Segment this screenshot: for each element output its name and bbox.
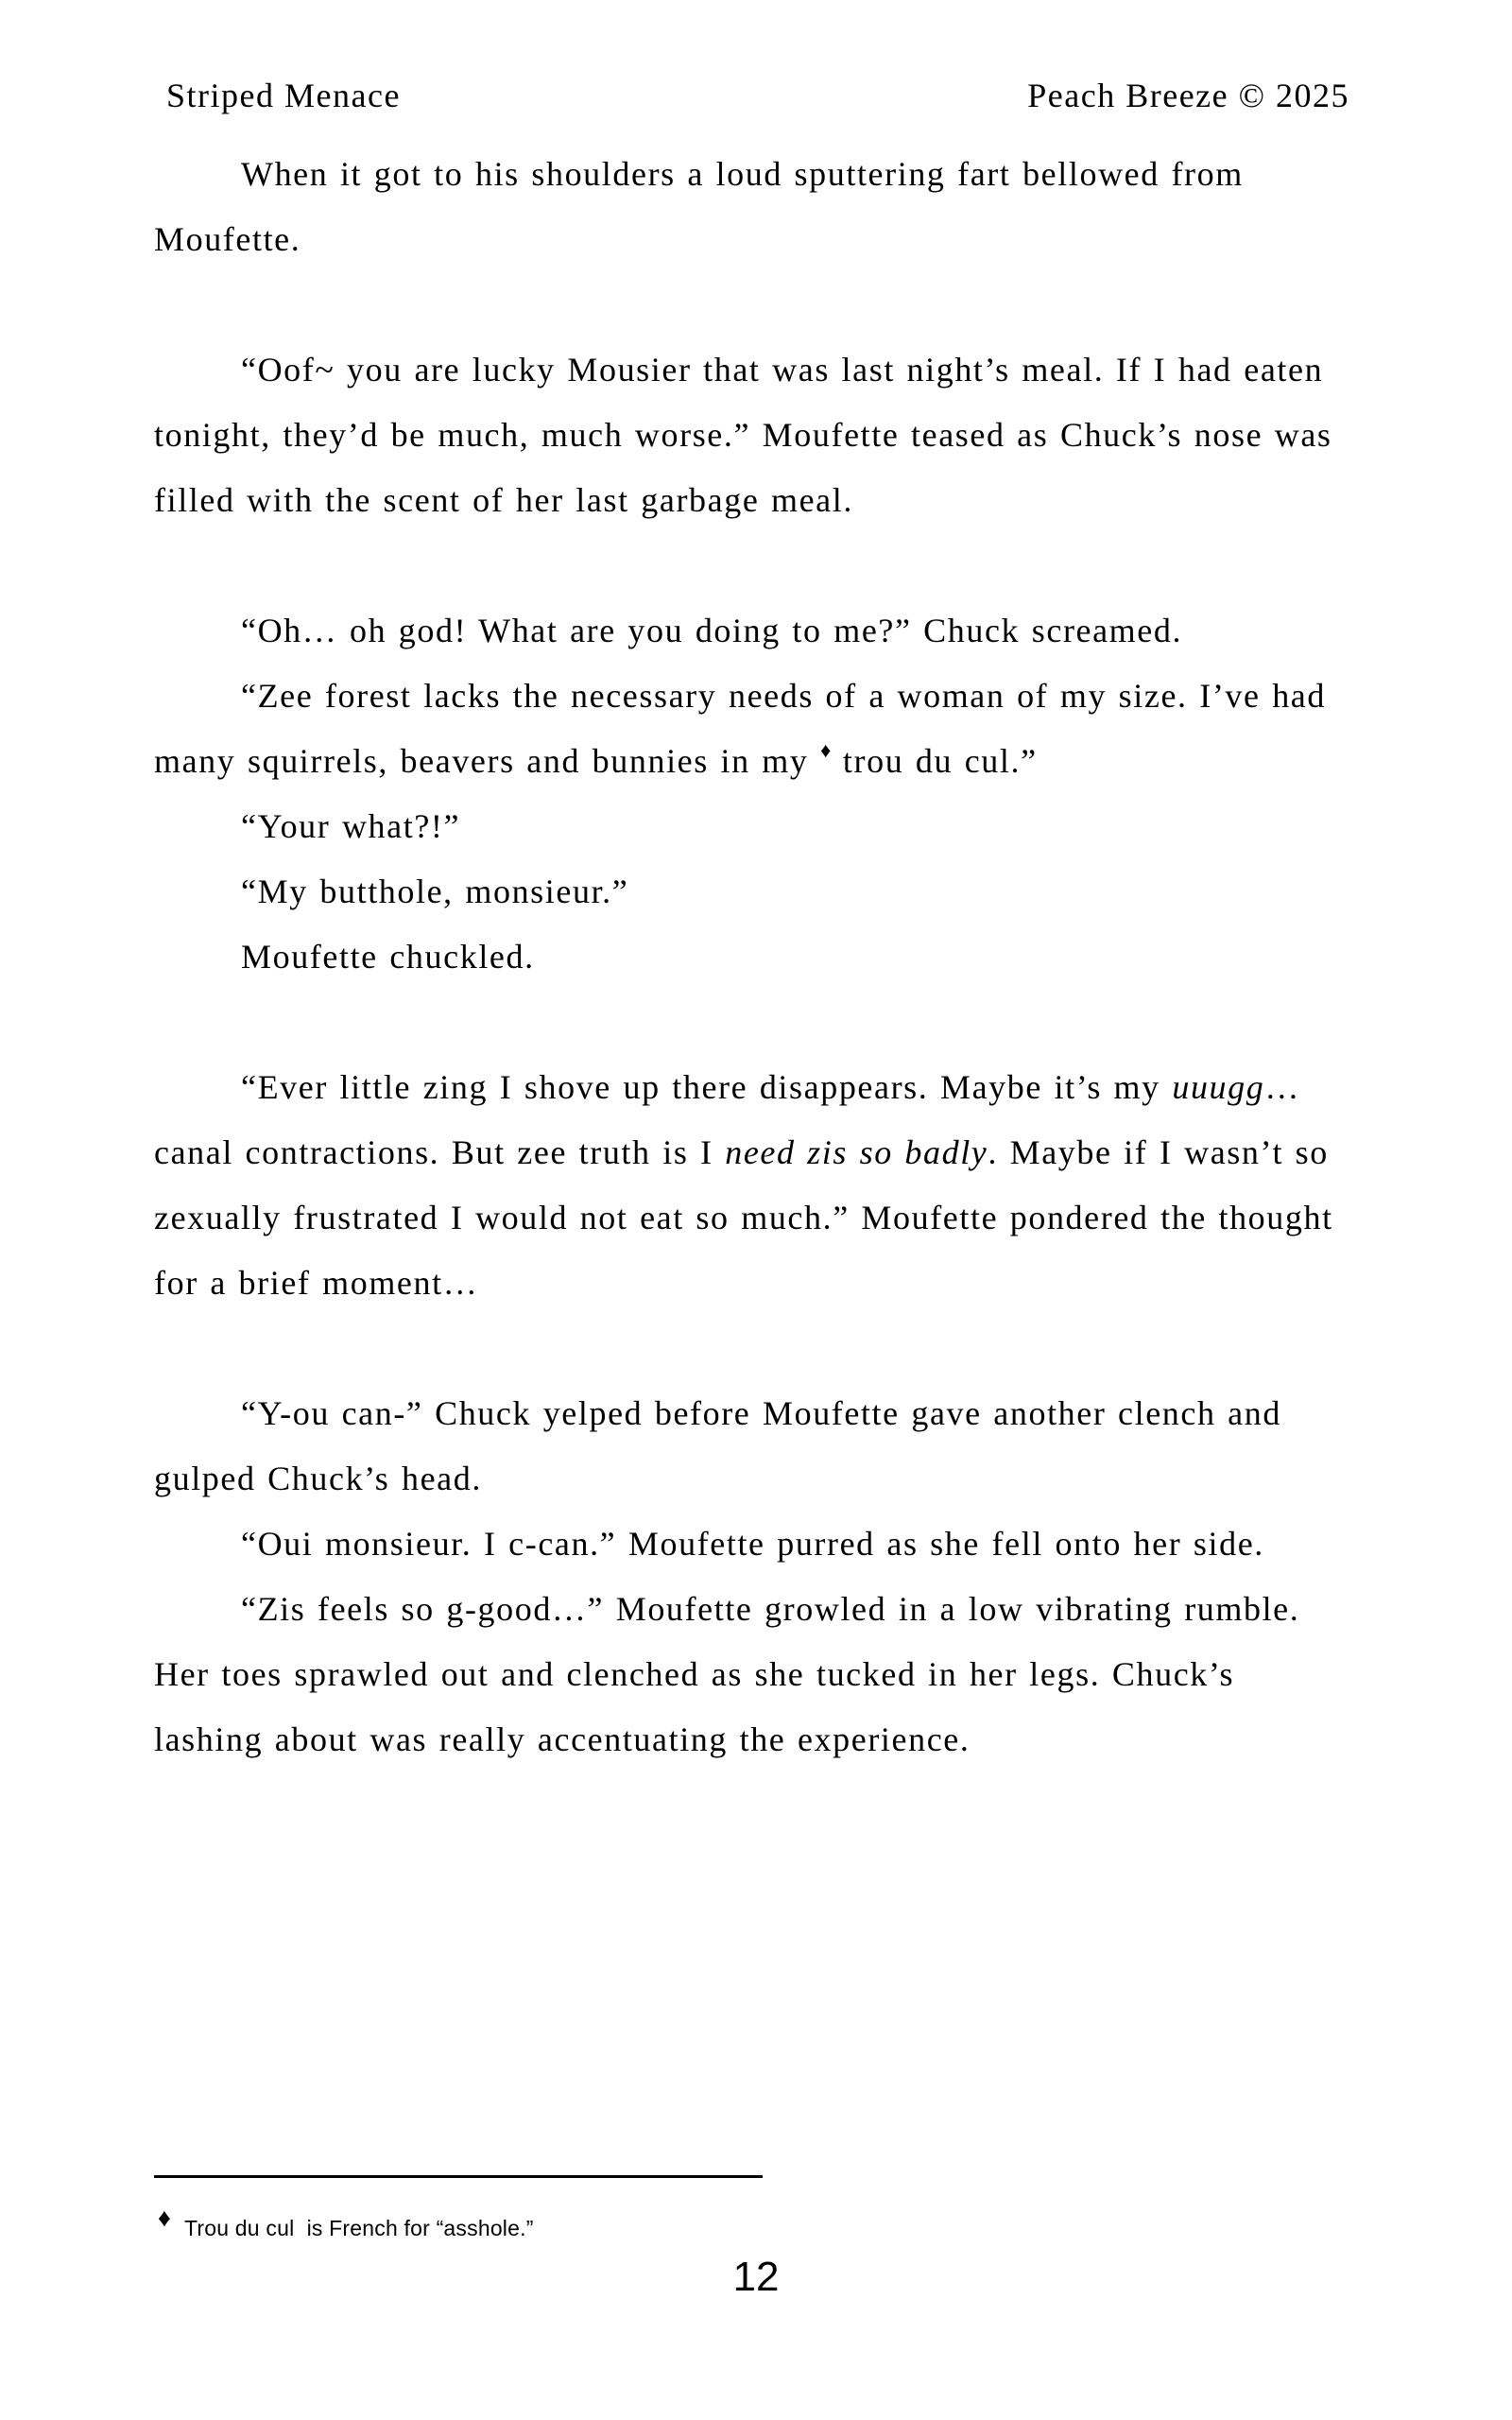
text-run: trou du cul.” bbox=[831, 742, 1038, 780]
text-run: “My butthole, monsieur.” bbox=[241, 873, 629, 910]
paragraph bbox=[154, 1381, 1343, 1512]
paragraph bbox=[154, 859, 1343, 925]
text-run: . Maybe if I wasn’t so zexually frustrated I would not eat so much.” Moufette pondered the thought for a brief moment… bbox=[154, 1133, 1333, 1302]
paragraph bbox=[154, 925, 1343, 990]
page-header bbox=[166, 76, 1349, 115]
text-run: “Oof~ you are lucky Mousier that was last night’s meal. If I had eaten tonight, they’d be much, much worse.” Moufette teased as Chuck’s nose was filled with the scent of her last garbage meal. bbox=[154, 351, 1332, 519]
paragraph bbox=[154, 142, 1343, 272]
text-run: “Oh… oh god! What are you doing to me?” Chuck screamed. bbox=[241, 612, 1183, 649]
text-run: “Your what?!” bbox=[241, 807, 461, 845]
footnote bbox=[158, 2204, 534, 2241]
text-run: “Y-ou can-” Chuck yelped before Moufette gave another clench and gulped Chuck’s head. bbox=[154, 1394, 1281, 1497]
footnote-reference-diamond-icon: ♦ bbox=[820, 738, 832, 762]
footnote-text: Trou du cul is French for “asshole.” bbox=[183, 2216, 534, 2240]
text-run: … canal contractions. But zee truth is I bbox=[154, 1068, 1300, 1171]
footnote-separator-rule bbox=[154, 2175, 763, 2178]
header-book-title: Striped Menace bbox=[166, 77, 401, 114]
paragraph bbox=[154, 1577, 1343, 1772]
text-run: “Ever little zing I shove up there disappears. Maybe it’s my bbox=[241, 1068, 1173, 1106]
paragraph bbox=[154, 337, 1343, 533]
header-copyright: Peach Breeze © 2025 bbox=[1027, 77, 1349, 114]
paragraph bbox=[154, 794, 1343, 859]
text-run: “Zis feels so g-good…” Moufette growled in a low vibrating rumble. Her toes sprawled out and clenched as she tucked in her legs. Chuck’s lashing about was really accentuating the experience. bbox=[154, 1590, 1300, 1758]
footnote-marker-diamond-icon: ♦ bbox=[158, 2204, 171, 2232]
text-run: Moufette chuckled. bbox=[241, 938, 535, 976]
text-run: “Oui monsieur. I c-can.” Moufette purred as she fell onto her side. bbox=[241, 1525, 1264, 1563]
italic-run: need zis so badly bbox=[725, 1133, 988, 1171]
body-text bbox=[154, 142, 1343, 1772]
paragraph bbox=[154, 1512, 1343, 1577]
italic-run: uuugg bbox=[1172, 1068, 1265, 1106]
text-run: When it got to his shoulders a loud sputtering fart bellowed from Moufette. bbox=[154, 155, 1244, 258]
paragraph bbox=[154, 598, 1343, 664]
text-run: “Zee forest lacks the necessary needs of a woman of my size. I’ve had many squirrels, beavers and bunnies in my bbox=[154, 677, 1326, 780]
paragraph bbox=[154, 1055, 1343, 1316]
paragraph bbox=[154, 664, 1343, 794]
page-number: 12 bbox=[732, 2254, 780, 2300]
